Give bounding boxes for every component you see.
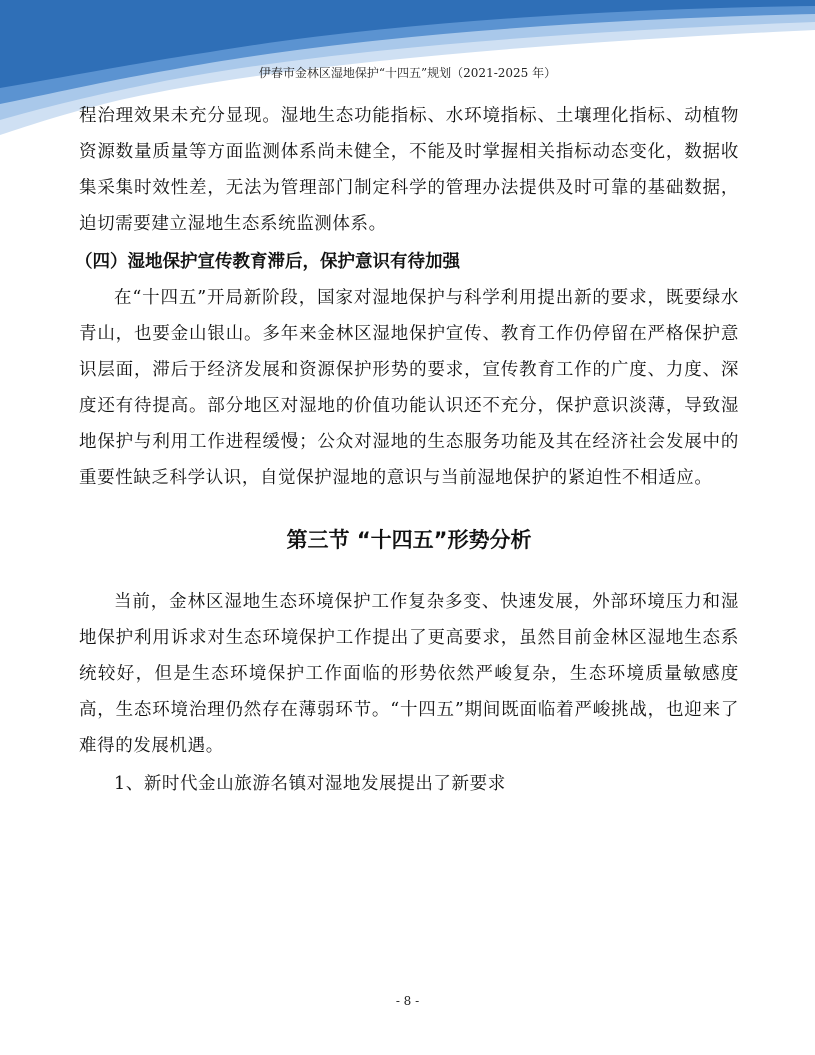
page-content bbox=[75, 98, 739, 802]
page-number: - 8 - bbox=[395, 994, 420, 1008]
section-heading: 第三节 “十四五”形势分析 bbox=[286, 528, 532, 552]
paragraph-monitoring: 程治理效果未充分显现。湿地生态功能指标、水环境指标、土壤理化指标、动植物资源数量质量等方面监测体系尚未健全，不能及时掌握相关指标动态变化，数据收集采集时效性差，无法为管理部门制定科学的管理办法提供及时可靠的基础数据，迫切需要建立湿地生态系统监测体系。 bbox=[79, 106, 739, 234]
paragraph-situation: 当前，金林区湿地生态环境保护工作复杂多变、快速发展，外部环境压力和湿地保护利用诉求对生态环境保护工作提出了更高要求，虽然目前金林区湿地生态系统较好，但是生态环境保护工作面临的形势依然严峻复杂，生态环境质量敏感度高，生态环境治理仍然存在薄弱环节。“十四五”期间既面临着严峻挑战，也迎来了难得的发展机遇。 bbox=[79, 592, 739, 756]
running-header: 伊春市金林区湿地保护“十四五”规划（2021-2025 年） bbox=[258, 66, 557, 80]
list-item: 1、新时代金山旅游名镇对湿地发展提出了新要求 bbox=[114, 774, 506, 794]
subheading-education: （四）湿地保护宣传教育滞后，保护意识有待加强 bbox=[75, 252, 460, 272]
paragraph-education: 在“十四五”开局新阶段，国家对湿地保护与科学利用提出新的要求，既要绿水青山，也要金山银山。多年来金林区湿地保护宣传、教育工作仍停留在严格保护意识层面，滞后于经济发展和资源保护形势的要求，宣传教育工作的广度、力度、深度还有待提高。部分地区对湿地的价值功能认识还不充分，保护意识淡薄，导致湿地保护与利用工作进程缓慢；公众对湿地的生态服务功能及其在经济社会发展中的重要性缺乏科学认识，自觉保护湿地的意识与当前湿地保护的紧迫性不相适应。 bbox=[79, 288, 739, 488]
